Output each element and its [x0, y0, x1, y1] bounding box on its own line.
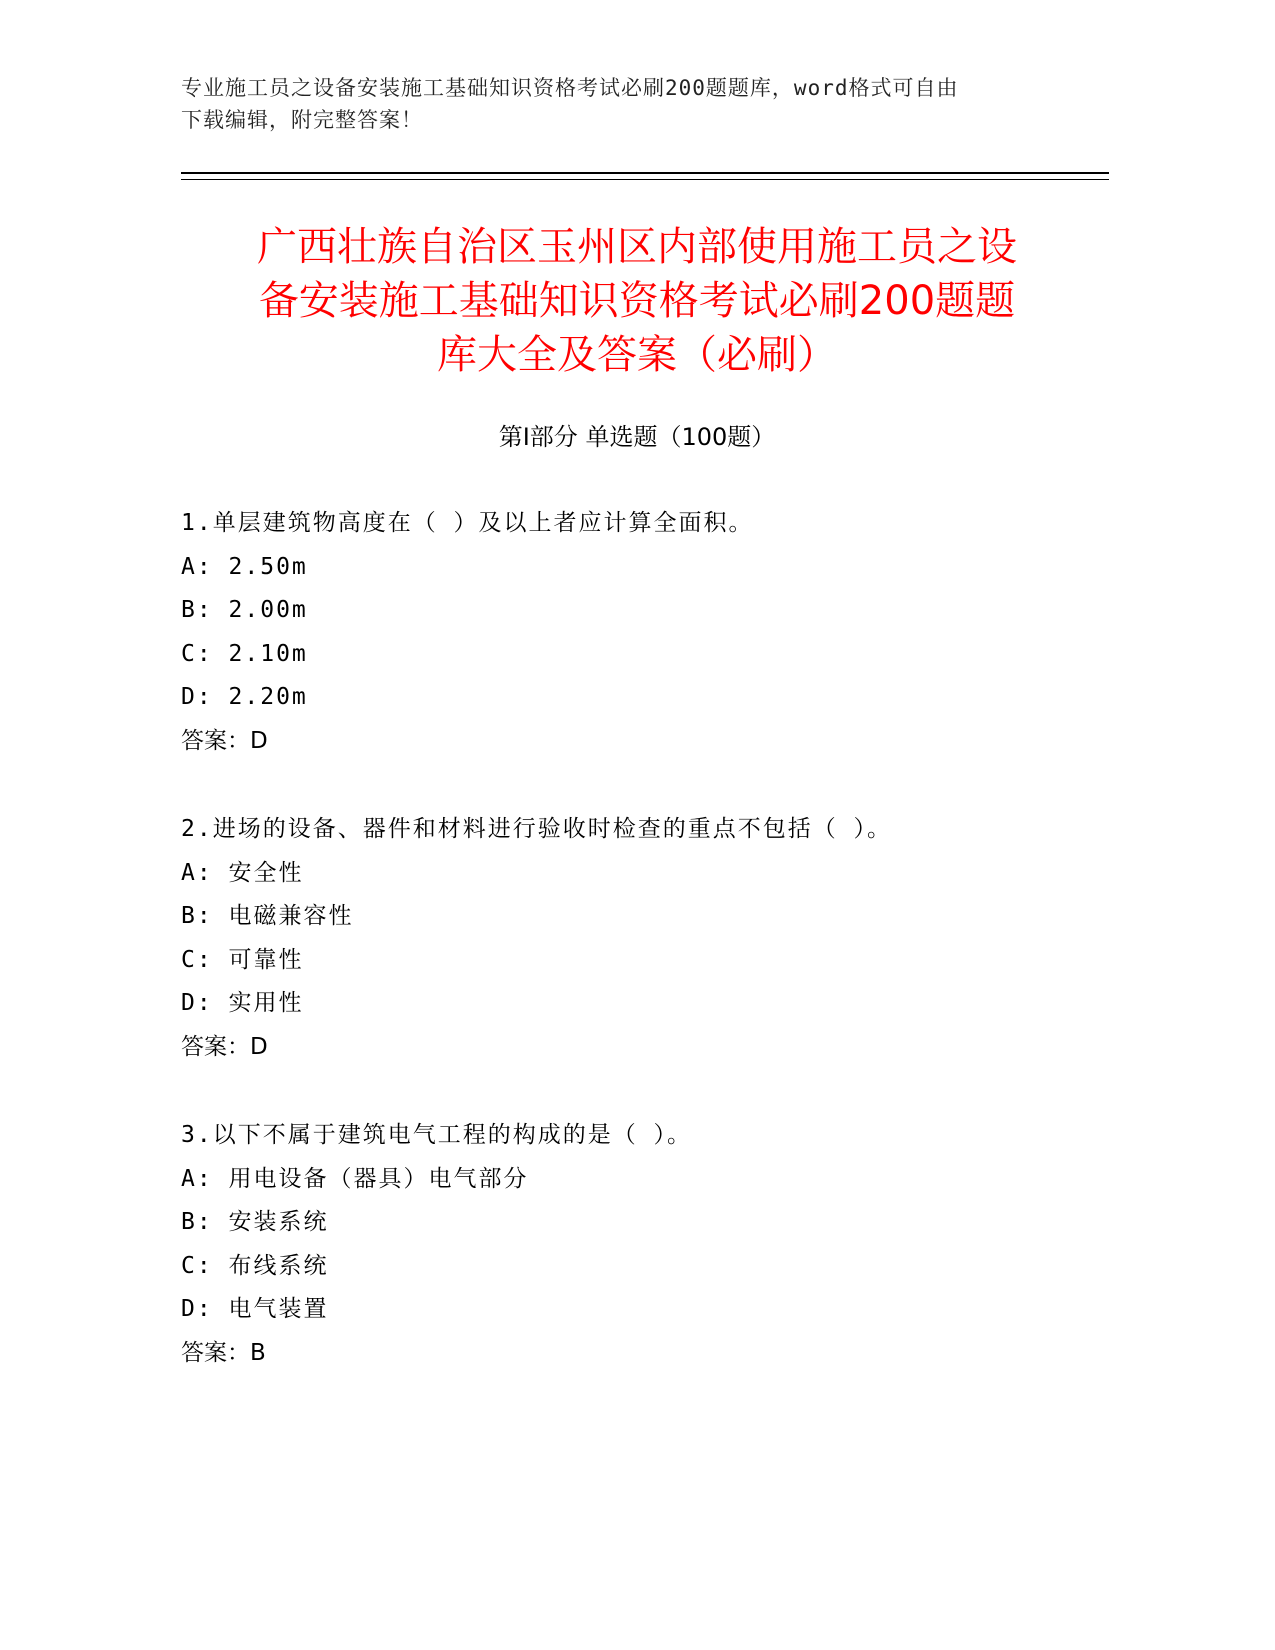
header-note [181, 72, 1051, 136]
question-stem: 1.单层建筑物高度在（ ）及以上者应计算全面积。 [181, 510, 754, 536]
header-note-line-1: 专业施工员之设备安装施工基础知识资格考试必刷200题题库，word格式可自由 [181, 76, 959, 100]
option-b: B: 电磁兼容性 [181, 903, 354, 929]
option-c: C: 2.10m [181, 640, 308, 667]
document-title-line-2: 备安装施工基础知识资格考试必刷200题题 [258, 278, 1016, 324]
document-title [181, 220, 1093, 382]
section-heading: 第Ⅰ部分 单选题（100题） [498, 423, 776, 451]
header-divider-thin [181, 179, 1109, 180]
option-c: C: 布线系统 [181, 1252, 329, 1279]
option-d: D: 2.20m [181, 684, 308, 710]
option-a: A: 2.50m [181, 553, 308, 580]
option-d: D: 实用性 [181, 990, 304, 1016]
option-c: C: 可靠性 [181, 946, 304, 973]
option-b: B: 安装系统 [181, 1209, 329, 1235]
question-2 [181, 808, 1101, 1069]
answer: 答案：B [181, 1339, 266, 1366]
document-title-line-1: 广西壮族自治区玉州区内部使用施工员之设 [257, 224, 1017, 270]
option-a: A: 安全性 [181, 859, 304, 886]
option-b: B: 2.00m [181, 597, 308, 623]
answer: 答案：D [181, 727, 268, 754]
option-d: D: 电气装置 [181, 1296, 329, 1322]
question-1 [181, 502, 1101, 763]
option-a: A: 用电设备（器具）电气部分 [181, 1165, 529, 1192]
question-3 [181, 1114, 1101, 1375]
document-title-line-3: 库大全及答案（必刷） [437, 332, 837, 378]
header-divider-thick [181, 172, 1109, 174]
question-stem: 3.以下不属于建筑电气工程的构成的是（ ）。 [181, 1122, 693, 1148]
question-stem: 2.进场的设备、器件和材料进行验收时检查的重点不包括（ ）。 [181, 816, 893, 842]
answer: 答案：D [181, 1033, 268, 1060]
header-note-line-2: 下载编辑，附完整答案！ [181, 108, 423, 132]
